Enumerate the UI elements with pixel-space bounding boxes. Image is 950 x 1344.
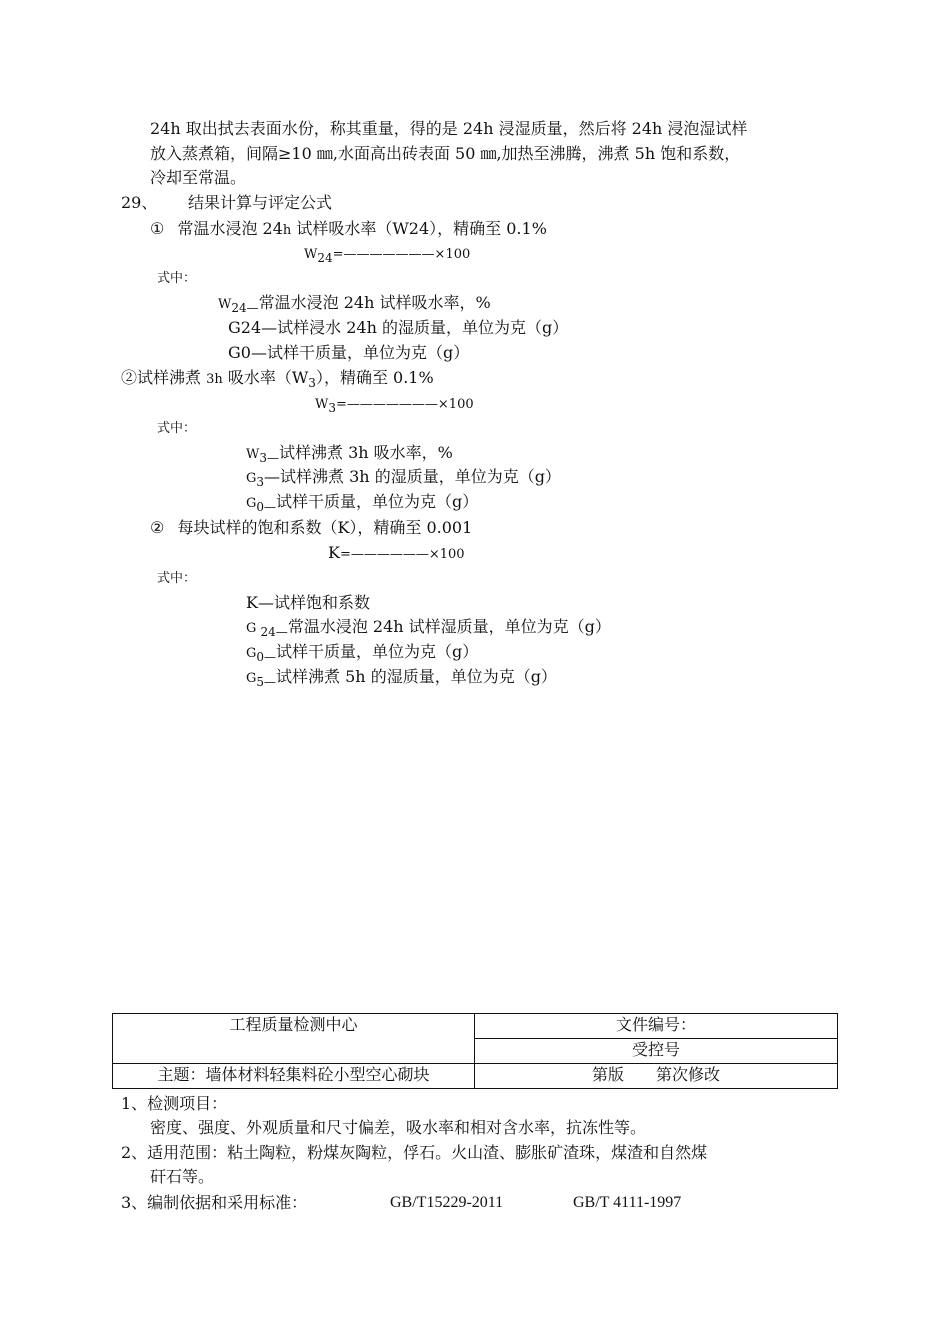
- formula2-def1: [246, 442, 453, 469]
- controlled-number-cell: 受控号: [475, 1039, 838, 1064]
- formula2-heading-3h: 3h: [206, 372, 223, 387]
- formula1-where: 式中：: [157, 271, 197, 286]
- formula1-def2: G24—试样浸水 24h 的湿质量，单位为克（g）: [228, 318, 569, 337]
- def-symbol-sub: 24—: [231, 301, 259, 315]
- formula2-heading-c: ），精确至 0.1%: [315, 368, 434, 387]
- formula2-equation: [315, 394, 474, 419]
- def-symbol: G: [246, 646, 257, 661]
- formula3-def3: [246, 641, 478, 668]
- section-number: 29、: [121, 193, 158, 212]
- item1-text: 密度、强度、外观质量和尺寸偏差，吸水率和相对含水率，抗冻性等。: [150, 1118, 647, 1137]
- def-text: 试样沸煮 3h 吸水率，%: [279, 443, 453, 462]
- def-symbol-sub: 24—: [260, 625, 288, 639]
- item3-label: 3、编制依据和采用标准：: [121, 1193, 308, 1212]
- formula2-rhs: =———————×100: [336, 397, 474, 412]
- formula2-def2: [246, 466, 561, 493]
- def-symbol: W: [246, 447, 260, 462]
- formula1-def1: [218, 292, 491, 319]
- section-title: 结果计算与评定公式: [188, 193, 333, 212]
- formula3-heading-text: 每块试样的饱和系数（K），精确至 0.001: [177, 518, 473, 537]
- formula3-heading: [150, 517, 472, 539]
- formula3-def1: K—试样饱和系数: [246, 593, 370, 612]
- intro-line-2: 放入蒸煮箱，间隔≥10 ㎜,水面高出砖表面 50 ㎜,加热至沸腾，沸煮 5h 饱和系数，: [150, 144, 741, 163]
- circle-number: ②: [150, 518, 165, 537]
- def-symbol: G: [246, 621, 261, 636]
- subject-cell: 主题：墙体材料轻集料砼小型空心砌块: [113, 1064, 475, 1089]
- formula1-lhs: W: [304, 247, 318, 262]
- formula2-heading-sub: 3: [308, 376, 316, 390]
- def-symbol: G: [246, 496, 257, 511]
- def-symbol: G: [246, 671, 257, 686]
- item2-label: 2、适用范围：粘土陶粒，粉煤灰陶粒，俘石。火山渣、膨胀矿渣珠，煤渣和自然煤: [121, 1143, 708, 1162]
- formula2-heading: [121, 367, 434, 394]
- formula2-heading-b: 吸水率（W: [222, 368, 309, 387]
- def-text: 试样干质量，单位为克（g）: [276, 642, 479, 661]
- item3-standard-2: GB/T 4111-1997: [573, 1194, 682, 1211]
- def-text: 试样沸煮 5h 的湿质量，单位为克（g）: [276, 667, 557, 686]
- revision-cell: 第版 第次修改: [475, 1064, 838, 1089]
- intro-line-3: 冷却至常温。: [150, 168, 247, 187]
- item3-standard-1: GB/T15229-2011: [390, 1194, 504, 1211]
- formula1-heading: [150, 218, 547, 242]
- formula3-equation: [328, 542, 465, 566]
- formula3-lhs: K: [328, 543, 340, 562]
- def-symbol: W: [218, 297, 232, 312]
- formula2-lhs-sub: 3: [328, 401, 337, 415]
- formula3-def2: [246, 616, 611, 643]
- def-text: —试样沸煮 3h 的湿质量，单位为克（g）: [264, 467, 561, 486]
- formula1-def3: G0—试样干质量，单位为克（g）: [228, 343, 470, 362]
- formula1-rhs: =———————×100: [332, 247, 471, 262]
- formula3-def4: [246, 666, 557, 693]
- def-symbol-sub: 0—: [256, 650, 277, 664]
- file-number-cell: 文件编号：: [475, 1014, 838, 1039]
- def-symbol-sub: 3: [256, 475, 265, 489]
- org-name-cell: 工程质量检测中心: [113, 1014, 475, 1064]
- def-symbol-sub: 0—: [256, 500, 277, 514]
- intro-line-1: 24h 取出拭去表面水份，称其重量，得的是 24h 浸湿质量，然后将 24h 浸泡湿试样: [150, 119, 748, 138]
- item2-cont: 矸石等。: [150, 1167, 215, 1186]
- item1-label: 1、检测项目：: [121, 1094, 228, 1113]
- def-symbol-sub: 5—: [256, 675, 277, 689]
- formula2-heading-a: ②试样沸煮: [121, 368, 207, 387]
- formula1-heading-text-a: 常温水浸泡 24: [177, 219, 283, 238]
- def-text: 试样干质量，单位为克（g）: [276, 492, 479, 511]
- def-symbol-sub: 3—: [259, 451, 280, 465]
- def-symbol: G: [246, 471, 257, 486]
- formula2-lhs: W: [315, 397, 329, 412]
- formula3-where: 式中：: [157, 571, 197, 586]
- formula2-def3: [246, 491, 478, 518]
- def-text: 常温水浸泡 24h 试样湿质量，单位为克（g）: [287, 617, 611, 636]
- formula1-heading-h: h: [282, 223, 292, 238]
- document-header-table: [112, 1013, 838, 1089]
- circle-number: ①: [150, 219, 165, 238]
- def-text: 常温水浸泡 24h 试样吸水率，%: [258, 293, 491, 312]
- formula1-equation: [304, 244, 470, 269]
- formula3-rhs: =——————×100: [339, 547, 465, 562]
- formula1-lhs-sub: 24: [317, 251, 333, 265]
- formula1-heading-text-b: 试样吸水率（W24），精确至 0.1%: [291, 219, 547, 238]
- formula2-where: 式中：: [157, 421, 197, 436]
